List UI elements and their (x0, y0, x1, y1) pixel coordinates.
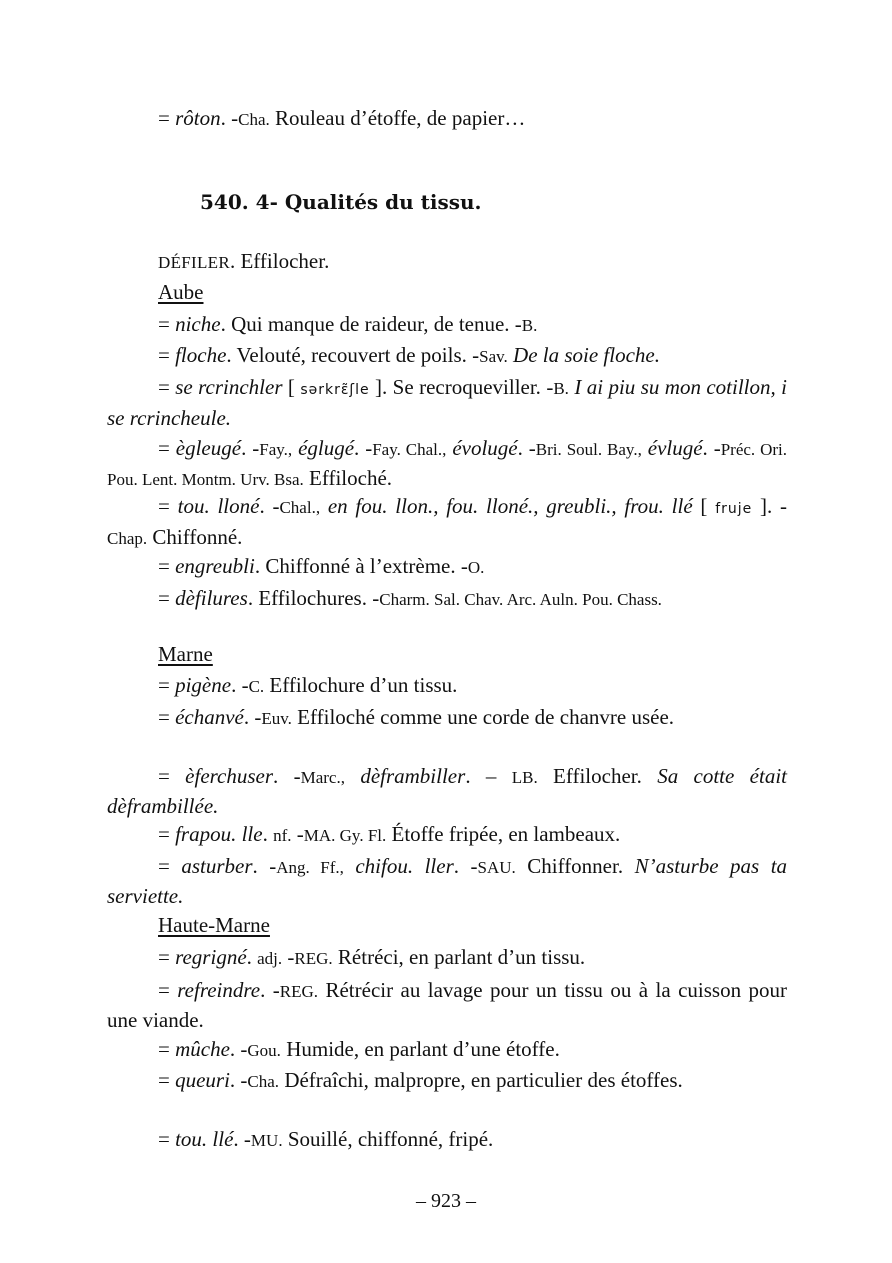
dialect-term: De la soie floche. (513, 343, 660, 367)
entry-text: DÉFILER (158, 253, 230, 272)
dialect-term: mûche (175, 1037, 230, 1061)
entry-roton: = rôton. -Cha. Rouleau d’étoffe, de papier… (158, 106, 526, 130)
entry-text: MA. Gy. Fl. (303, 826, 387, 845)
dialect-term: refreindre (177, 978, 261, 1002)
dialect-term: frapou. lle (175, 822, 263, 846)
entry-text: Euv. (261, 709, 292, 728)
entry-text: Rétréci, en parlant d’un tissu. (337, 945, 586, 969)
entry-text: Fay. Chal., (372, 440, 447, 459)
section-heading: 540. 4- Qualités du tissu. (200, 190, 482, 214)
dialect-term: engreubli (175, 554, 255, 578)
region-heading-aube: Aube (158, 280, 204, 304)
phonetic: sərkrɛ̃ʃle (300, 382, 370, 398)
entry-text: SAU. (477, 858, 516, 877)
entry-text: adj. (257, 949, 283, 968)
entry-toulle: = tou. llé. -MU. Souillé, chiffonné, fripé. (158, 1127, 494, 1151)
entry-pigene: = pigène. -C. Effilochure d’un tissu. (158, 673, 458, 697)
entry-text: C. (248, 677, 265, 696)
entry-text: Humide, en parlant d’une étoffe. (286, 1037, 560, 1061)
entry-text: Fay., (259, 440, 293, 459)
dialect-term: asturber (181, 854, 253, 878)
entry-frapoulle: = frapou. lle. nf. -MA. Gy. Fl. Étoffe fripée, en lambeaux. (158, 822, 621, 846)
entry-text: MU. (250, 1131, 283, 1150)
dialect-term: niche (175, 312, 221, 336)
entry-text: Gou. (247, 1041, 281, 1060)
dialect-term: pigène (175, 673, 232, 697)
entry-text: Effilochures. (258, 586, 367, 610)
entry-niche: = niche. Qui manque de raideur, de tenue. -B. (158, 312, 538, 336)
entry-floche: = floche. Velouté, recouvert de poils. -Sav. De la soie floche. (158, 343, 660, 367)
dialect-term: tou. llé (175, 1127, 234, 1151)
entry-text: Se recroqueviller. (392, 375, 541, 399)
entry-text: Rétrécir au lavage pour un tissu ou à la cuisson pour une viande. (107, 978, 788, 1032)
entry-text: Défraîchi, malpropre, en particulier des étoffes. (284, 1068, 683, 1092)
entry-regrigne: = regrigné. adj. -REG. Rétréci, en parlant d’un tissu. (158, 945, 586, 969)
page-number: – 923 – (416, 1190, 476, 1212)
entry-text: Chiffonné à l’extrème. (265, 554, 456, 578)
entry-text: Cha. (238, 110, 270, 129)
entry-echanve: = échanvé. -Euv. Effiloché comme une corde de chanvre usée. (158, 705, 675, 729)
region-heading-marne: Marne (158, 642, 213, 666)
dialect-term: queuri (175, 1068, 230, 1092)
dialect-term: échanvé (175, 705, 244, 729)
entry-text: O. (467, 558, 485, 577)
entry-egleuge: = ègleugé. -Fay., églugé. -Fay. Chal., évolugé. -Bri. Soul. Bay., évlugé. -Préc. Ori. Pou. Lent. Montm. Urv. Bsa. Effiloché. (107, 436, 788, 490)
entry-text: B. (553, 379, 569, 398)
entry-text: Préc. Ori. Pou. Lent. Montm. Urv. Bsa. (107, 440, 788, 489)
entry-queuri: = queuri. -Cha. Défraîchi, malpropre, en particulier des étoffes. (158, 1068, 683, 1092)
entry-refreindre: = refreindre. -REG. Rétrécir au lavage pour un tissu ou à la cuisson pour une viande. (107, 978, 788, 1032)
entry-text: Étoffe fripée, en lambeaux. (391, 822, 621, 846)
entry-text: Souillé, chiffonné, fripé. (287, 1127, 494, 1151)
dialect-term: dèfilures (175, 586, 248, 610)
phonetic: fruje (715, 501, 753, 517)
dialect-term: regrigné (175, 945, 247, 969)
entry-eferchuser: = èferchuser. -Marc., dèframbiller. – LB. Effilocher. Sa cotte était dèframbillée. (107, 764, 787, 818)
entry-text: REG. (294, 949, 333, 968)
dialect-term: N’asturbe pas ta serviette. (107, 854, 788, 908)
entry-asturber: = asturber. -Ang. Ff., chifou. ller. -SAU. Chiffonner. N’asturbe pas ta serviette. (107, 854, 788, 908)
entry-muche: = mûche. -Gou. Humide, en parlant d’une étoffe. (158, 1037, 560, 1061)
entry-defiler: DÉFILER. Effilocher. (158, 249, 330, 273)
entry-text: Charm. Sal. Chav. Arc. Auln. Pou. Chass. (379, 590, 662, 609)
entry-text: B. (521, 316, 538, 335)
entry-text: nf. (273, 826, 292, 845)
dialect-term: floche (175, 343, 227, 367)
entry-text: Ang. Ff., (276, 858, 344, 877)
dialect-term: églugé (298, 436, 355, 460)
entry-tou-llone: = tou. lloné. -Chal., en fou. llon., fou. lloné., greubli., frou. llé [ fruje ]. -Chap. Chiffonné. (107, 494, 788, 549)
entry-text: Sav. (479, 347, 508, 366)
entry-defilures: = dèfilures. Effilochures. -Charm. Sal. Chav. Arc. Auln. Pou. Chass. (158, 586, 662, 610)
dialect-term: rôton (175, 106, 221, 130)
entry-engreubli: = engreubli. Chiffonné à l’extrème. -O. (158, 554, 485, 578)
entry-text: Chap. (107, 529, 148, 548)
entry-text: Effilocher. (553, 764, 642, 788)
entry-text: Velouté, recouvert de poils. (236, 343, 467, 367)
entry-text: Qui manque de raideur, de tenue. (231, 312, 510, 336)
entry-text: Effiloché. (309, 466, 393, 490)
dialect-term: dèframbiller (360, 764, 466, 788)
entry-text: Marc., (300, 768, 345, 787)
dialect-term: I ai piu su mon cotillon, i se rcrincheule. (107, 375, 787, 430)
dialect-term: Sa cotte était dèframbillée. (107, 764, 787, 818)
dialect-term: en fou. llon., fou. lloné., greubli., frou. llé (327, 494, 693, 518)
dialect-term: évolugé (452, 436, 518, 460)
dialect-term: se rcrinchler (175, 375, 283, 399)
dialect-term: ègleugé (175, 436, 242, 460)
entry-text: Cha. (247, 1072, 280, 1091)
dialect-term: évlugé (647, 436, 703, 460)
region-heading-haute-marne: Haute-Marne (158, 913, 270, 937)
dialect-term: chifou. ller (355, 854, 454, 878)
dialect-term: èferchuser (185, 764, 274, 788)
entry-text: Effilochure d’un tissu. (269, 673, 458, 697)
entry-text: Bri. Soul. Bay., (535, 440, 642, 459)
entry-text: LB. (511, 768, 538, 787)
entry-text: = (158, 106, 170, 130)
entry-text: REG. (279, 982, 319, 1001)
entry-se-rcrinchler: = se rcrinchler [ sərkrɛ̃ʃle ]. Se recroqueviller. -B. I ai piu su mon cotillon, i se rcrincheule. (107, 375, 787, 430)
entry-text: Effiloché comme une corde de chanvre usée. (297, 705, 675, 729)
entry-text: Chal., (279, 498, 321, 517)
entry-text: Rouleau d’étoffe, de papier… (275, 106, 526, 130)
entry-text: Chiffonner. (527, 854, 624, 878)
entry-text: Effilocher. (240, 249, 330, 273)
entry-text: Chiffonné. (152, 525, 243, 549)
dialect-term: tou. lloné (177, 494, 260, 518)
